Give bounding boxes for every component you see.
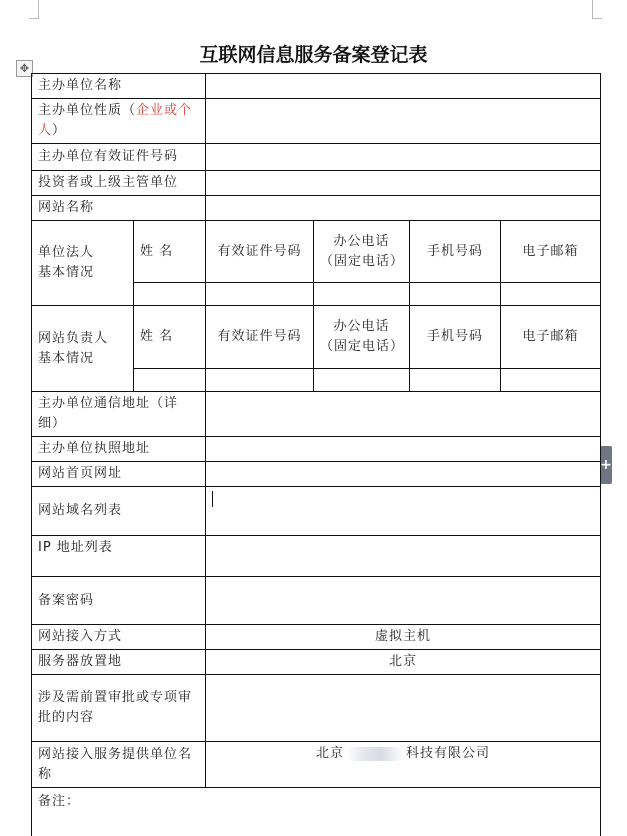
header-mobile: 手机号码 [410,221,501,283]
label-record-password: 备案密码 [32,577,206,625]
redacted-text [346,747,404,761]
label-access-method: 网站接入方式 [32,625,206,650]
header-email: 电子邮箱 [501,221,601,283]
table-row [32,392,601,437]
label-approval-content: 涉及需前置审批或专项审批的内容 [32,675,206,742]
label-domain-list: 网站域名列表 [32,487,206,536]
page-corner-marker-left [29,0,39,19]
value-record-password[interactable] [206,577,601,625]
value-manager-email[interactable] [501,369,601,392]
value-homepage-url[interactable] [206,462,601,487]
table-row [32,675,601,742]
table-row [32,99,601,144]
value-sponsor-name[interactable] [206,74,601,99]
value-site-name[interactable] [206,196,601,221]
header-name: 姓 名 [134,306,206,369]
value-mailing-address[interactable] [206,392,601,437]
label-site-name: 网站名称 [32,196,206,221]
text-cursor [212,491,213,507]
sponsor-nature-option-company: 企业或 [136,103,179,118]
header-office-phone: 办公电话（固定电话） [314,221,410,283]
header-id-number: 有效证件号码 [206,221,314,283]
header-name: 姓 名 [134,221,206,283]
value-sponsor-nature[interactable] [206,99,601,144]
page-corner-marker-right [592,0,602,19]
table-row [32,487,601,536]
table-row [32,437,601,462]
value-legal-name[interactable] [134,283,206,306]
value-legal-office-phone[interactable] [314,283,410,306]
value-manager-office-phone[interactable] [314,369,410,392]
table-row [32,171,601,196]
table-row [32,462,601,487]
table-row [32,625,601,650]
value-legal-email[interactable] [501,283,601,306]
table-row [32,221,601,283]
table-row [32,306,601,369]
table-row [32,650,601,675]
registration-table [31,73,601,836]
table-move-handle-icon[interactable]: ✥ [16,60,33,77]
label-homepage-url: 网站首页网址 [32,462,206,487]
header-id-number: 有效证件号码 [206,306,314,369]
provider-suffix: 科技有限公司 [406,746,491,761]
value-ip-list[interactable] [206,536,601,577]
table-row [32,577,601,625]
sponsor-nature-suffix: ） [52,123,67,138]
value-provider[interactable] [206,742,601,788]
label-sponsor-name: 主办单位名称 [32,74,206,99]
label-sponsor-id: 主办单位有效证件号码 [32,144,206,171]
label-server-location: 服务器放置地 [32,650,206,675]
value-manager-name[interactable] [134,369,206,392]
table-row [32,536,601,577]
table-row [32,144,601,171]
table-row [32,742,601,788]
remark-label[interactable]: 备注： [32,788,601,836]
value-manager-id[interactable] [206,369,314,392]
document-title: 互联网信息服务备案登记表 [199,44,428,66]
value-server-location[interactable]: 北京 [206,650,601,675]
table-row [32,196,601,221]
value-license-address[interactable] [206,437,601,462]
add-column-icon[interactable]: + [600,446,612,484]
value-legal-mobile[interactable] [410,283,501,306]
sponsor-nature-option-personal: 个人 [38,103,193,138]
label-site-manager: 网站负责人 基本情况 [32,306,134,392]
value-sponsor-id[interactable] [206,144,601,171]
header-mobile: 手机号码 [410,306,501,369]
value-domain-list[interactable] [206,487,601,536]
label-ip-list: IP 地址列表 [32,536,206,577]
value-access-method[interactable]: 虚拟主机 [206,625,601,650]
label-provider: 网站接入服务提供单位名称 [32,742,206,788]
label-legal-person: 单位法人 基本情况 [32,221,134,306]
label-sponsor-nature [32,99,206,144]
header-office-phone: 办公电话（固定电话） [314,306,410,369]
table-row [32,74,601,99]
value-manager-mobile[interactable] [410,369,501,392]
label-mailing-address: 主办单位通信地址（详细） [32,392,206,437]
value-approval-content[interactable] [206,675,601,742]
provider-prefix: 北京 [316,746,345,761]
table-row [32,788,601,836]
sponsor-nature-prefix: 主办单位性质（ [38,103,137,118]
value-legal-id[interactable] [206,283,314,306]
header-email: 电子邮箱 [501,306,601,369]
value-investor[interactable] [206,171,601,196]
label-license-address: 主办单位执照地址 [32,437,206,462]
label-investor: 投资者或上级主管单位 [32,171,206,196]
